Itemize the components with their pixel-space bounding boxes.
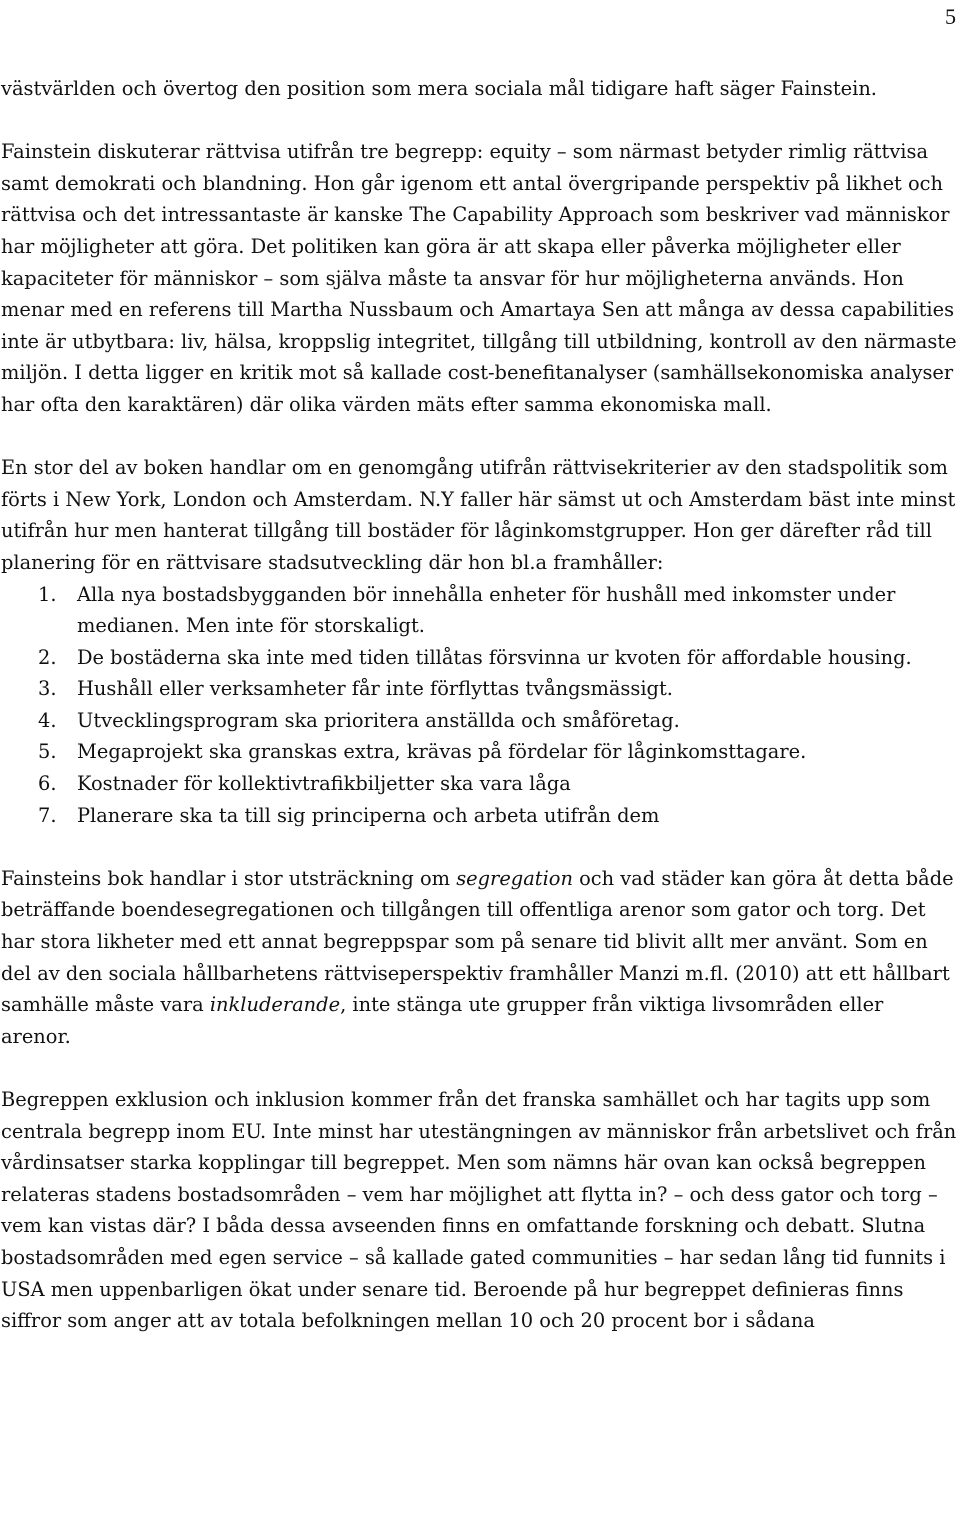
list-item-number: 6. (38, 772, 57, 796)
paragraph-4-emphasis-segregation: segregation (456, 866, 573, 890)
paragraph-gap (1, 1052, 959, 1084)
paragraph-gap (1, 421, 959, 453)
page-number: 5 (945, 4, 956, 29)
recommendation-list (1, 579, 959, 832)
list-item-number: 7. (38, 803, 57, 827)
paragraph-2: Fainstein diskuterar rättvisa utifrån tre begrepp: equity – som närmast betyder rimlig rättvisa samt demokrati och blandning. Hon går igenom ett antal övergripande perspektiv på likhet och rättvisa och det intressantaste är kanske The Capability Approach som beskriver vad människor har möjligheter att göra. Det politiken kan göra är att skapa eller påverka möjligheter eller kapaciteter för människor – som själva måste ta ansvar för hur möjligheterna används. Hon menar med en referens till Martha Nussbaum och Amartaya Sen att många av dessa capabilities inte är utbytbara: liv, hälsa, kroppslig integritet, tillgång till utbildning, kontroll av den närmaste miljön. I detta ligger en kritik mot så kallade cost-benefitanalyser (samhällsekonomiska analyser har ofta den karaktären) där olika värden mäts efter samma ekonomiska mall. (1, 140, 957, 416)
list-item (1, 579, 959, 642)
list-item (1, 736, 959, 768)
paragraph-gap (1, 831, 959, 863)
list-item-text: Kostnader för kollektivtrafikbiljetter ska vara låga (77, 772, 571, 796)
list-item (1, 642, 959, 674)
list-item (1, 768, 959, 800)
list-item (1, 673, 959, 705)
paragraph-4 (1, 863, 959, 1053)
list-item-text: Planerare ska ta till sig principerna och arbeta utifrån dem (77, 803, 660, 827)
list-item-number: 1. (38, 582, 57, 606)
paragraph-4-text-b: och vad städer kan göra åt detta både beträffande boendesegregationen och tillgången till offentliga arenor som gator och torg. Det har stora likheter med ett annat begreppspar som på senare tid blivit allt mer använt. Som en del av den sociala hållbarhetens rättviseperspektiv framhåller Manzi m.fl. (2010) att ett hållbart samhälle måste vara (1, 866, 954, 1017)
paragraph-3: En stor del av boken handlar om en genomgång utifrån rättvisekriterier av den stadspolitik som förts i New York, London och Amsterdam. N.Y faller här sämst ut och Amsterdam bäst inte minst utifrån hur men hanterat tillgång till bostäder för låginkomstgrupper. Hon ger därefter råd till planering för en rättvisare stadsutveckling där hon bl.a framhåller: (1, 456, 956, 574)
paragraph-4-emphasis-inkluderande: inkluderande (209, 993, 341, 1017)
list-item (1, 800, 959, 832)
list-item-text: De bostäderna ska inte med tiden tillåtas försvinna ur kvoten för affordable housing. (77, 645, 912, 669)
list-item-text: Alla nya bostadsbygganden bör innehålla enheter för hushåll med inkomster under medianen. Men inte för storskaligt. (77, 582, 896, 638)
list-item-text: Megaprojekt ska granskas extra, krävas på fördelar för låginkomsttagare. (77, 740, 807, 764)
list-item-number: 4. (38, 708, 57, 732)
paragraph-5: Begreppen exklusion och inklusion kommer från det franska samhället och har tagits upp som centrala begrepp inom EU. Inte minst har utestängningen av människor från arbetslivet och från vårdinsatser starka kopplingar till begreppet. Men som nämns här ovan kan också begreppen relateras stadens bostadsområden – vem har möjlighet att flytta in? – och dess gator och torg – vem kan vistas där? I båda dessa avseenden finns en omfattande forskning och debatt. Slutna bostadsområden med egen service – så kallade gated communities – har sedan lång tid funnits i USA men uppenbarligen ökat under senare tid. Beroende på hur begreppet definieras finns siffror som anger att av totala befolkningen mellan 10 och 20 procent bor i sådana (1, 1088, 957, 1333)
paragraph-4-text-a: Fainsteins bok handlar i stor utsträckning om (1, 866, 457, 890)
list-item-number: 2. (38, 645, 57, 669)
list-item-number: 3. (38, 677, 57, 701)
list-item (1, 705, 959, 737)
list-item-number: 5. (38, 740, 57, 764)
list-item-text: Hushåll eller verksamheter får inte förflyttas tvångsmässigt. (77, 677, 673, 701)
paragraph-4-text-c: , inte stänga ute grupper från viktiga livsområden eller arenor. (1, 993, 884, 1048)
document-body (1, 73, 959, 1337)
paragraph-gap (1, 105, 959, 137)
list-item-text: Utvecklingsprogram ska prioritera anställda och småföretag. (77, 708, 680, 732)
paragraph-1: västvärlden och övertog den position som mera sociala mål tidigare haft säger Fainstein. (1, 77, 877, 100)
